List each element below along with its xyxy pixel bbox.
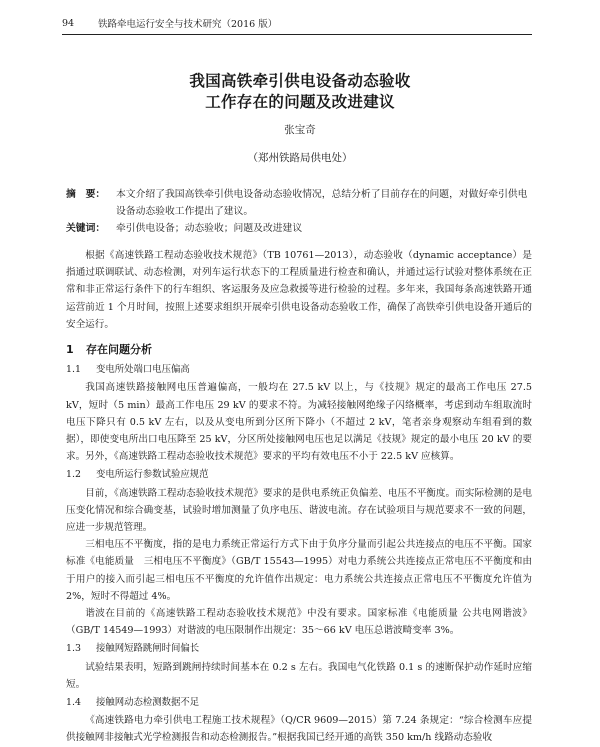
subsection-number: 1.4: [66, 697, 81, 709]
keywords: [66, 220, 532, 237]
subsection-number: 1.2: [66, 469, 81, 481]
subsection-title: 变电所运行参数试验应规范: [96, 469, 209, 481]
author: 张宝奇: [284, 124, 316, 136]
subsection-title: 变电所处端口电压偏高: [96, 364, 190, 376]
subsection-title: 接触网短路跳闸时间偏长: [96, 643, 200, 655]
paragraph-1-2-c: 谐波在目前的《高速铁路工程动态验收技术规范》中没有要求。国家标准《电能质量 公共电网谐波》（GB/T 14549—1993）对谐波的电压限制作出规定：35～66 kV 电压总谐波畸变率 3%。: [66, 608, 532, 637]
section-title: 存在问题分析: [86, 343, 152, 357]
paragraph-1-2-b: 三相电压不平衡度，指的是电力系统正常运行方式下由于负序分量而引起公共连接点的电压不平衡。国家标准《电能质量 三相电压不平衡度》（GB/T 15543—1995）对电力系统公共连接点正常电压不平衡度和由于用户的接入而引起三相电压不平衡度的允许值作出规定：电力系统公共连接点正常电压不平衡度允许值为 2%，短时不得超过 4%。: [66, 539, 532, 602]
article-title: [0, 71, 600, 113]
header-rule: [62, 34, 532, 35]
subsection-heading-1-2: [66, 466, 532, 483]
article-body: [66, 247, 532, 747]
page-number: 94: [62, 17, 75, 29]
keywords-text: 牵引供电设备；动态验收；问题及改进建议: [116, 223, 303, 234]
title-line-2: 工作存在的问题及改进建议: [205, 93, 395, 111]
subsection-heading-1-1: [66, 361, 532, 378]
abstract-block: [66, 186, 532, 237]
section-number: 1: [66, 343, 74, 357]
keywords-label: 关键词：: [66, 223, 106, 234]
paragraph-1-1: 我国高速铁路接触网电压普遍偏高，一般均在 27.5 kV 以上，与《技规》规定的最高工作电压 27.5 kV，短时（5 min）最高工作电压 29 kV 的要求不符。为减轻接触网绝缘子闪络概率，考虑到动车组取流时电压下降只有 0.5 kV 左右，以及从变电所到分区所下降小（不超过 2 kV，笔者亲身观察动车组看到的数据），即使变电所出口电压降至 25 kV，分区所处接触网电压也足以满足《技规》规定的最小电压 20 kV 的要求。另外，《高速铁路工程动态验收技术规范》要求的平均有效电压不小于 22.5 kV 应核算。: [66, 382, 532, 463]
section-heading: [66, 341, 532, 358]
subsection-number: 1.1: [66, 364, 81, 376]
paragraph-1-2-a: 目前，《高速铁路工程动态验收技术规范》要求的是供电系统正负偏差、电压不平衡度。而实际检测的是电压变化情况和综合确变基，试验时增加测量了负序电压、谐波电流。存在试验项目与规范要求不一致的问题，应进一步规范管理。: [66, 487, 532, 534]
paragraph-1-4: 《高速铁路电力牵引供电工程施工技术规程》（Q/CR 9609—2015）第 7.24 条规定：“综合检测车应提供接触网非接触式光学检测报告和动态检测报告。”根据我国已经开通的高铁 350 km/h 线路动态验收: [66, 715, 532, 744]
subsection-heading-1-3: [66, 640, 532, 657]
title-line-1: 我国高铁牵引供电设备动态验收: [189, 72, 411, 90]
journal-name: 铁路牵电运行安全与技术研究（2016 版）: [98, 19, 278, 30]
abstract: [66, 186, 532, 220]
subsection-heading-1-4: [66, 694, 532, 711]
paragraph-1-3: 试验结果表明，短路到跳闸持续时间基本在 0.2 s 左右。我国电气化铁路 0.1 s 的速断保护动作延时应缩短。: [66, 661, 532, 690]
subsection-title: 接触网动态检测数据不足: [96, 697, 200, 709]
abstract-text: 本文介绍了我国高铁牵引供电设备动态验收情况，总结分析了目前存在的问题，对做好牵引供电设备动态验收工作提出了建议。: [116, 189, 528, 217]
intro-paragraph: 根据《高速铁路工程动态验收技术规范》（TB 10761—2013），动态验收（dynamic acceptance）是指通过联调联试、动态检测，对列车运行状态下的工程质量进行检查和确认，并通过运行试验对整体系统在正常和非正常运行条件下的行车组织、客运服务及应急救援等进行检验的过程。多年来，我国每条高速铁路开通运营前近 1 个月时间，按照上述要求组织开展牵引供电设备动态验收工作，确保了高铁牵引供电设备开通后的安全运行。: [66, 250, 532, 330]
abstract-label: 摘 要：: [66, 189, 106, 200]
affiliation: （郑州铁路局供电处）: [247, 152, 353, 164]
running-header: [62, 14, 532, 32]
subsection-number: 1.3: [66, 643, 81, 655]
